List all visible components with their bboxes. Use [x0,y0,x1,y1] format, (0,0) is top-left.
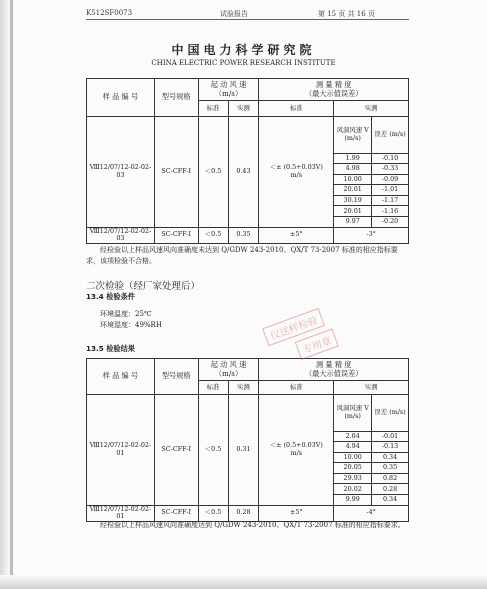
reading-v: 10.00 [334,452,371,463]
start-standard-cell: ＜0.5 [198,395,228,506]
reading-v: 9.97 [334,217,371,227]
header-sample-no: 样 品 编 号 [87,359,155,395]
direction-standard-cell: ±5° [259,505,334,521]
header-precision: 测 量 精 度 （最大示值误差） [259,359,409,381]
sample-no-cell: Ⅷ12/07/12-02-02-01 [87,395,155,506]
precision-standard-cell: ＜± (0.5+0.03V) m/s [259,395,334,506]
subsection-results: 13.5 检验结果 [86,344,135,353]
reading-err: -0.33 [372,164,408,175]
start-standard-cell: ＜0.5 [198,505,228,521]
model-cell: SC-CFF-I [154,505,198,521]
reading-err: -1.16 [372,206,408,217]
readings-table [334,117,408,227]
reading-err: 0.82 [372,473,408,484]
conclusion-2: 经检验以上样品风速风向准确度达到 Q/GDW 243-2010、QX/T 73-2007 标准的相应指标要求。 [100,521,405,529]
reading-v: 20.05 [334,463,371,474]
model-cell: SC-CFF-I [154,117,198,228]
error-header: 误差 (m/s) [372,395,408,431]
error-header: 误差 (m/s) [372,117,408,153]
stamp-line-2: 专用章 [295,328,339,360]
sample-no-cell: Ⅷ12/07/12-02-02-03 [87,117,155,228]
sample-no-cell: Ⅷ12/07/12-02-02-01 [87,505,155,521]
header-model: 型号规格 [154,79,198,117]
stamp-line-1: 仅送样检验 [262,308,325,346]
readings-cell [334,395,409,506]
header-standard: 标准 [198,101,228,117]
reading-v: 30.19 [334,195,371,206]
header-measured: 实测 [334,101,409,117]
readings-cell [334,117,409,228]
reading-v: 29.93 [334,473,371,484]
page-shadow-bottom [0,575,487,589]
header-measured: 实测 [228,381,259,395]
start-measured-cell: 0.28 [228,505,259,521]
header-start-speed: 起 动 风 速 （m/s） [198,359,259,381]
header-measured: 实测 [334,381,409,395]
start-measured-cell: 0.35 [228,227,259,243]
reading-v: 20.02 [334,484,371,495]
header-standard: 标准 [198,381,228,395]
direction-standard-cell: ±5° [259,227,334,243]
model-cell: SC-CFF-I [154,395,198,506]
reading-v: 20.01 [334,206,371,217]
sample-no-cell: Ⅷ12/07/12-02-02-03 [87,227,155,243]
reading-err: 0.35 [372,463,408,474]
header-standard: 标准 [259,101,334,117]
section-title: 二次检验（经厂家处理后） [86,281,201,292]
binding-edge [10,0,13,589]
institute-name-en: CHINA ELECTRIC POWER RESEARCH INSTITUTE [151,59,336,67]
doc-number: K512SF0073 [86,9,133,17]
reading-err: 0.34 [372,495,408,505]
reading-err: -1.17 [372,195,408,206]
page-indicator: 第 15 页 共 16 页 [318,10,375,18]
header-measured: 实测 [228,101,259,117]
reading-err: 0.28 [372,484,408,495]
start-measured-cell: 0.43 [228,117,259,228]
reading-v: 9.99 [334,495,371,505]
wind-speed-header: 风洞风速 V (m/s) [334,117,371,153]
start-standard-cell: ＜0.5 [198,117,228,228]
reading-v: 20.01 [334,185,371,196]
results-table-2 [86,358,409,522]
reading-v: 2.04 [334,431,371,442]
reading-v: 4.94 [334,442,371,453]
reading-err: -0.10 [372,153,408,164]
header-start-speed: 起 动 风 速 （m/s） [198,79,259,101]
model-cell: SC-CFF-I [154,227,198,243]
institute-name-cn: 中国电力科学研究院 [171,43,316,57]
doc-type: 试验报告 [220,10,248,18]
reading-v: 1.99 [334,153,371,164]
reading-err: -0.01 [372,431,408,442]
env-temperature: 环境温度：25℃ [100,310,152,318]
header-precision: 测 量 精 度 （最大示值误差） [259,79,409,101]
results-table-1 [86,78,409,244]
reading-err: -0.20 [372,217,408,227]
header-rule [86,19,409,20]
header-model: 型号规格 [154,359,198,395]
reading-err: -0.09 [372,174,408,185]
direction-measured-cell: -3° [334,227,409,243]
start-standard-cell: ＜0.5 [198,227,228,243]
reading-err: -1.01 [372,185,408,196]
wind-speed-header: 风洞风速 V (m/s) [334,395,371,431]
subsection-conditions: 13.4 检验条件 [86,292,135,301]
direction-measured-cell: -4° [334,505,409,521]
env-humidity: 环境湿度：49%RH [100,321,162,329]
header-sample-no: 样 品 编 号 [87,79,155,117]
reading-err: 0.34 [372,452,408,463]
header-standard: 标准 [259,381,334,395]
reading-v: 4.98 [334,164,371,175]
precision-standard-cell: ＜± (0.5+0.03V) m/s [259,117,334,228]
conclusion-1: 经检验以上样品风速风向准确度未达到 Q/GDW 243-2010、QX/T 73-2007 标准的相应指标要求，该项检验不合格。 [86,246,398,265]
reading-v: 10.00 [334,174,371,185]
readings-table [334,395,408,505]
page-shadow-left [0,0,10,589]
reading-err: -0.13 [372,442,408,453]
start-measured-cell: 0.31 [228,395,259,506]
